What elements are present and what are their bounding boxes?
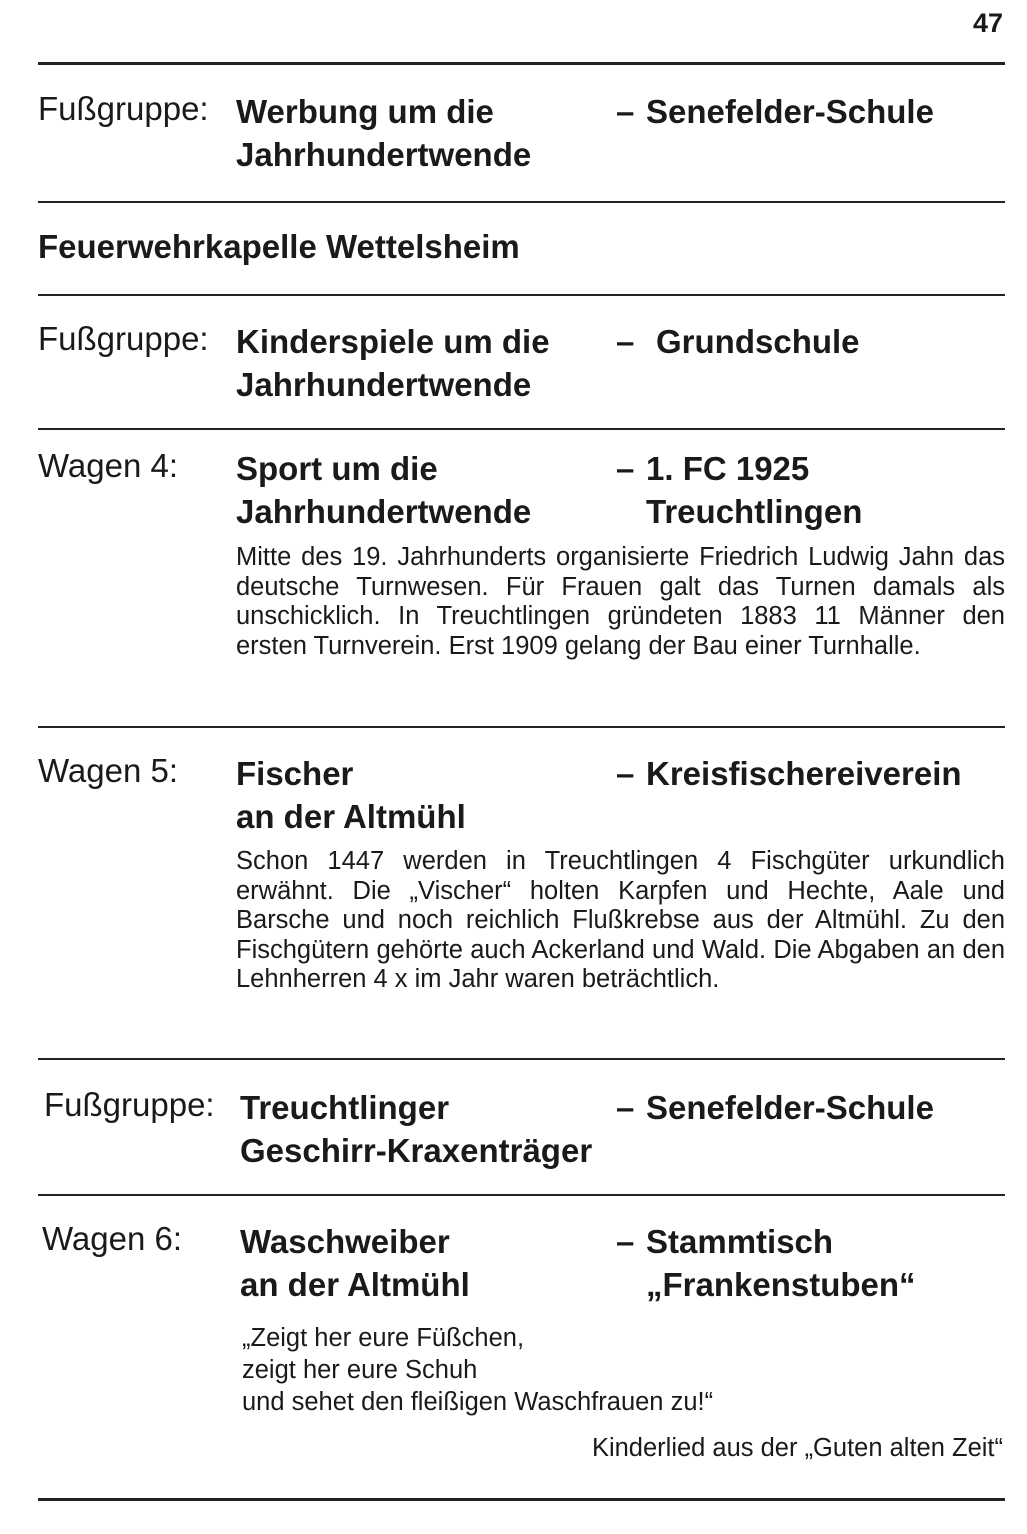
entry-title [236, 447, 616, 533]
entry-title [236, 90, 616, 176]
entry-title-line: Werbung um die [236, 93, 494, 130]
entry-title [236, 752, 616, 838]
dash: – [616, 93, 635, 130]
entry-category: Wagen 4: [38, 447, 179, 484]
org-line: Senefelder-Schule [646, 93, 934, 130]
divider [38, 62, 1005, 65]
entry-title-line: an der Altmühl [236, 798, 466, 835]
dash: – [616, 1089, 635, 1126]
quote-line: und sehet den fleißigen Waschfrauen zu!“ [242, 1388, 714, 1416]
org-line: „Frankenstuben“ [646, 1266, 916, 1303]
entry-category: Wagen 6: [42, 1220, 183, 1257]
entry-title-line: an der Altmühl [240, 1266, 470, 1303]
entry-title [240, 1220, 620, 1306]
entry-organization [616, 1086, 934, 1129]
entry-title-line: Geschirr-Kraxenträger [240, 1132, 593, 1169]
entry-title-line: Sport um die [236, 450, 438, 487]
page-number: 47 [972, 8, 1003, 38]
dash: – [616, 450, 635, 487]
quote-line: zeigt her eure Schuh [242, 1356, 478, 1384]
entry-description: Schon 1447 werden in Treuchtlingen 4 Fischgüter urkundlich erwähnt. Die „Vischer“ holten Karpfen und Hechte, Aale und Barsche und noch reichlich Flußkrebse aus der Altmühl. Zu den Fischgütern gehörte auch Ackerland und Wald. Die Abgaben an den Lehnherren 4 x im Jahr waren beträchtlich. [236, 847, 1005, 993]
entry-organization [616, 90, 934, 133]
entry-title [236, 320, 616, 406]
entry-organization [616, 1220, 916, 1306]
org-line: Stammtisch [646, 1223, 834, 1260]
dash: – [616, 323, 635, 360]
org-line: 1. FC 1925 [646, 450, 810, 487]
org-line: Senefelder-Schule [646, 1089, 934, 1126]
entry-category: Fußgruppe: [38, 320, 209, 357]
entry-category: Fußgruppe: [44, 1086, 215, 1123]
standalone-entry: Feuerwehrkapelle Wettelsheim [38, 228, 520, 265]
divider [38, 201, 1005, 203]
song-quote [242, 1322, 713, 1418]
entry-title-line: Fischer [236, 755, 354, 792]
entry-category: Wagen 5: [38, 752, 179, 789]
entry-title-line: Jahrhundertwende [236, 366, 532, 403]
org-line: Grundschule [656, 323, 860, 360]
entry-organization [616, 447, 862, 533]
divider [38, 1058, 1005, 1060]
entry-title-line: Kinderspiele um die [236, 323, 550, 360]
divider [38, 1498, 1005, 1501]
org-line: Treuchtlingen [646, 493, 863, 530]
divider [38, 428, 1005, 430]
entry-title-line: Jahrhundertwende [236, 136, 532, 173]
divider [38, 294, 1005, 296]
entry-organization [616, 752, 962, 795]
divider [38, 1194, 1005, 1196]
entry-description: Mitte des 19. Jahrhunderts organisierte Friedrich Ludwig Jahn das deutsche Turnwesen. Für Frauen galt das Turnen damals als unschicklich. In Treuchtlingen gründeten 1883 11 Männer den ersten Turnverein. Erst 1909 gelang der Bau einer Turnhalle. [236, 543, 1005, 660]
quote-attribution: Kinderlied aus der „Guten alten Zeit“ [591, 1434, 1003, 1462]
dash: – [616, 1223, 635, 1260]
dash: – [616, 755, 635, 792]
quote-line: „Zeigt her eure Füßchen, [242, 1324, 525, 1352]
entry-title-line: Treuchtlinger [240, 1089, 450, 1126]
entry-title-line: Jahrhundertwende [236, 493, 532, 530]
entry-title-line: Waschweiber [240, 1223, 450, 1260]
divider [38, 726, 1005, 728]
entry-title [240, 1086, 640, 1172]
org-line: Kreisfischereiverein [646, 755, 962, 792]
entry-organization [616, 320, 860, 363]
entry-category: Fußgruppe: [38, 90, 209, 127]
